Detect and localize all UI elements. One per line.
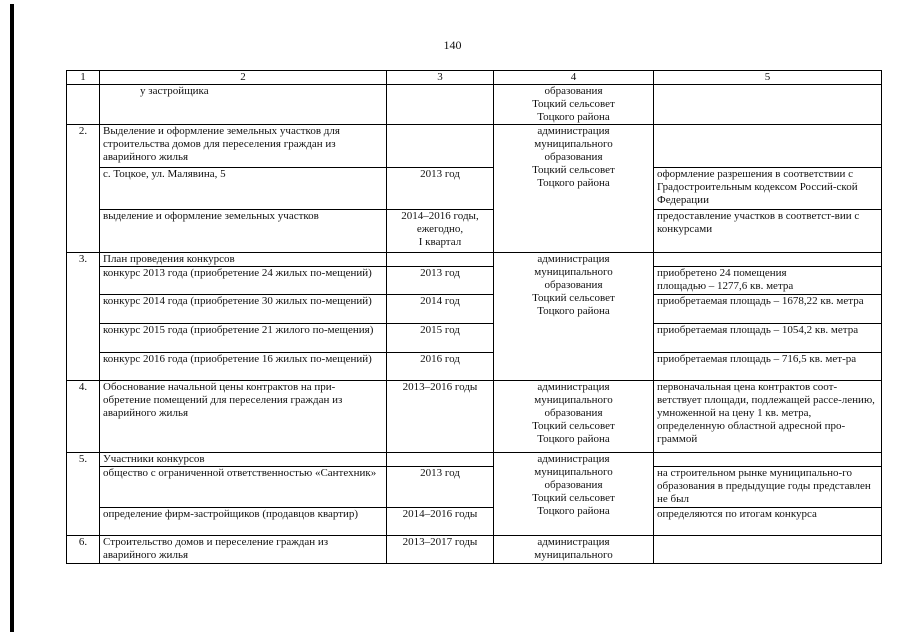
executor-cell: образования Тоцкий сельсовет Тоцкого района [494, 85, 654, 125]
period-subitem [387, 125, 493, 168]
period-cell [387, 125, 494, 253]
period-subitem [387, 253, 493, 267]
activity-subitem: конкурс 2015 года (приобретение 21 жилого по-мещения) [100, 324, 386, 353]
period-subitem: 2013 год [387, 467, 493, 508]
period-cell [387, 85, 494, 125]
result-cell [654, 253, 882, 381]
table-row [67, 536, 882, 564]
period-subitem: 2014–2016 годы [402, 508, 478, 520]
result-subitem: приобретаемая площадь – 1054,2 кв. метра [654, 324, 881, 353]
result-subitem: предоставление участков в соответст-вии с конкурсами [657, 210, 860, 235]
result-cell: первоначальная цена контрактов соот-ветствует площади, подлежащей рассе-лению, умноженной на цену 1 кв. метра, определенную областной адресной про-граммой [654, 381, 882, 453]
row-number: 4. [67, 381, 100, 453]
period-subitem: 2015 год [387, 324, 493, 353]
activity-cell [100, 453, 387, 536]
period-subitem: 2016 год [420, 353, 460, 365]
activity-subitem: План проведения конкурсов [100, 253, 386, 267]
executor-cell: администрация муниципального образования Тоцкий сельсовет Тоцкого района [494, 453, 654, 536]
result-cell [654, 125, 882, 253]
executor-cell: администрация муниципального образования Тоцкий сельсовет Тоцкого района [494, 125, 654, 253]
result-cell [654, 453, 882, 536]
activity-subitem: выделение и оформление земельных участков [103, 210, 319, 222]
activity-cell: Строительство домов и переселение граждан из аварийного жилья [100, 536, 387, 564]
table-row [67, 253, 882, 381]
activity-subitem: с. Тоцкое, ул. Малявина, 5 [100, 168, 386, 210]
activity-subitem: конкурс 2016 года (приобретение 16 жилых по-мещений) [103, 353, 372, 365]
page-edge-line [10, 4, 14, 632]
activity-cell: Обоснование начальной цены контрактов на при-обретение помещений для переселения граждан из аварийного жилья [100, 381, 387, 453]
period-cell: 2013–2017 годы [387, 536, 494, 564]
result-subitem: оформление разрешения в соответствии с Градостроительным кодексом Россий-ской Федерации [654, 168, 881, 210]
header-col-3: 3 [387, 71, 494, 85]
program-table [66, 70, 882, 564]
result-subitem: приобретаемая площадь – 716,5 кв. мет-ра [657, 353, 857, 365]
header-row [67, 71, 882, 85]
activity-subitem: общество с ограниченной ответственностью «Сантехник» [100, 467, 386, 508]
executor-cell: администрация муниципального образования Тоцкий сельсовет Тоцкого района [494, 381, 654, 453]
result-subitem: приобретаемая площадь – 1678,22 кв. метра [654, 295, 881, 324]
row-number [67, 85, 100, 125]
row-number: 3. [67, 253, 100, 381]
table-row [67, 453, 882, 536]
result-cell [654, 536, 882, 564]
result-subitem [654, 125, 881, 168]
period-cell [387, 453, 494, 536]
header-col-2: 2 [100, 71, 387, 85]
result-subitem: на строительном рынке муниципально-го образования в предыдущие годы представлен не был [654, 467, 881, 508]
activity-subitem: Участники конкурсов [100, 453, 386, 467]
result-cell [654, 85, 882, 125]
header-col-5: 5 [654, 71, 882, 85]
activity-subitem: конкурс 2013 года (приобретение 24 жилых по-мещений) [100, 267, 386, 295]
activity-cell [100, 253, 387, 381]
activity-cell: у застройщика [100, 85, 387, 125]
table-row [67, 381, 882, 453]
activity-subitem: определение фирм-застройщиков (продавцов квартир) [103, 508, 359, 520]
result-subitem [654, 453, 881, 467]
period-subitem: 2014 год [387, 295, 493, 324]
period-subitem: 2013 год [387, 267, 493, 295]
result-subitem: приобретено 24 помещения площадью – 1277,6 кв. метра [654, 267, 881, 295]
header-col-1: 1 [67, 71, 100, 85]
result-subitem [654, 253, 881, 267]
period-cell: 2013–2016 годы [387, 381, 494, 453]
row-number: 2. [67, 125, 100, 253]
row-number: 5. [67, 453, 100, 536]
executor-cell: администрация муниципального [494, 536, 654, 564]
period-subitem [387, 453, 493, 467]
period-subitem: 2014–2016 годы, ежегодно, I квартал [401, 210, 479, 248]
activity-cell [100, 125, 387, 253]
header-col-4: 4 [494, 71, 654, 85]
result-subitem: определяются по итогам конкурса [657, 508, 817, 520]
page-number: 140 [443, 38, 462, 52]
row-number: 6. [67, 536, 100, 564]
activity-subitem: конкурс 2014 года (приобретение 30 жилых по-мещений) [100, 295, 386, 324]
executor-cell: администрация муниципального образования Тоцкий сельсовет Тоцкого района [494, 253, 654, 381]
period-cell [387, 253, 494, 381]
activity-subitem: Выделение и оформление земельных участков для строительства домов для переселения граждан из аварийного жилья [100, 125, 386, 168]
period-subitem: 2013 год [387, 168, 493, 210]
table-row [67, 125, 882, 253]
table-row [67, 85, 882, 125]
